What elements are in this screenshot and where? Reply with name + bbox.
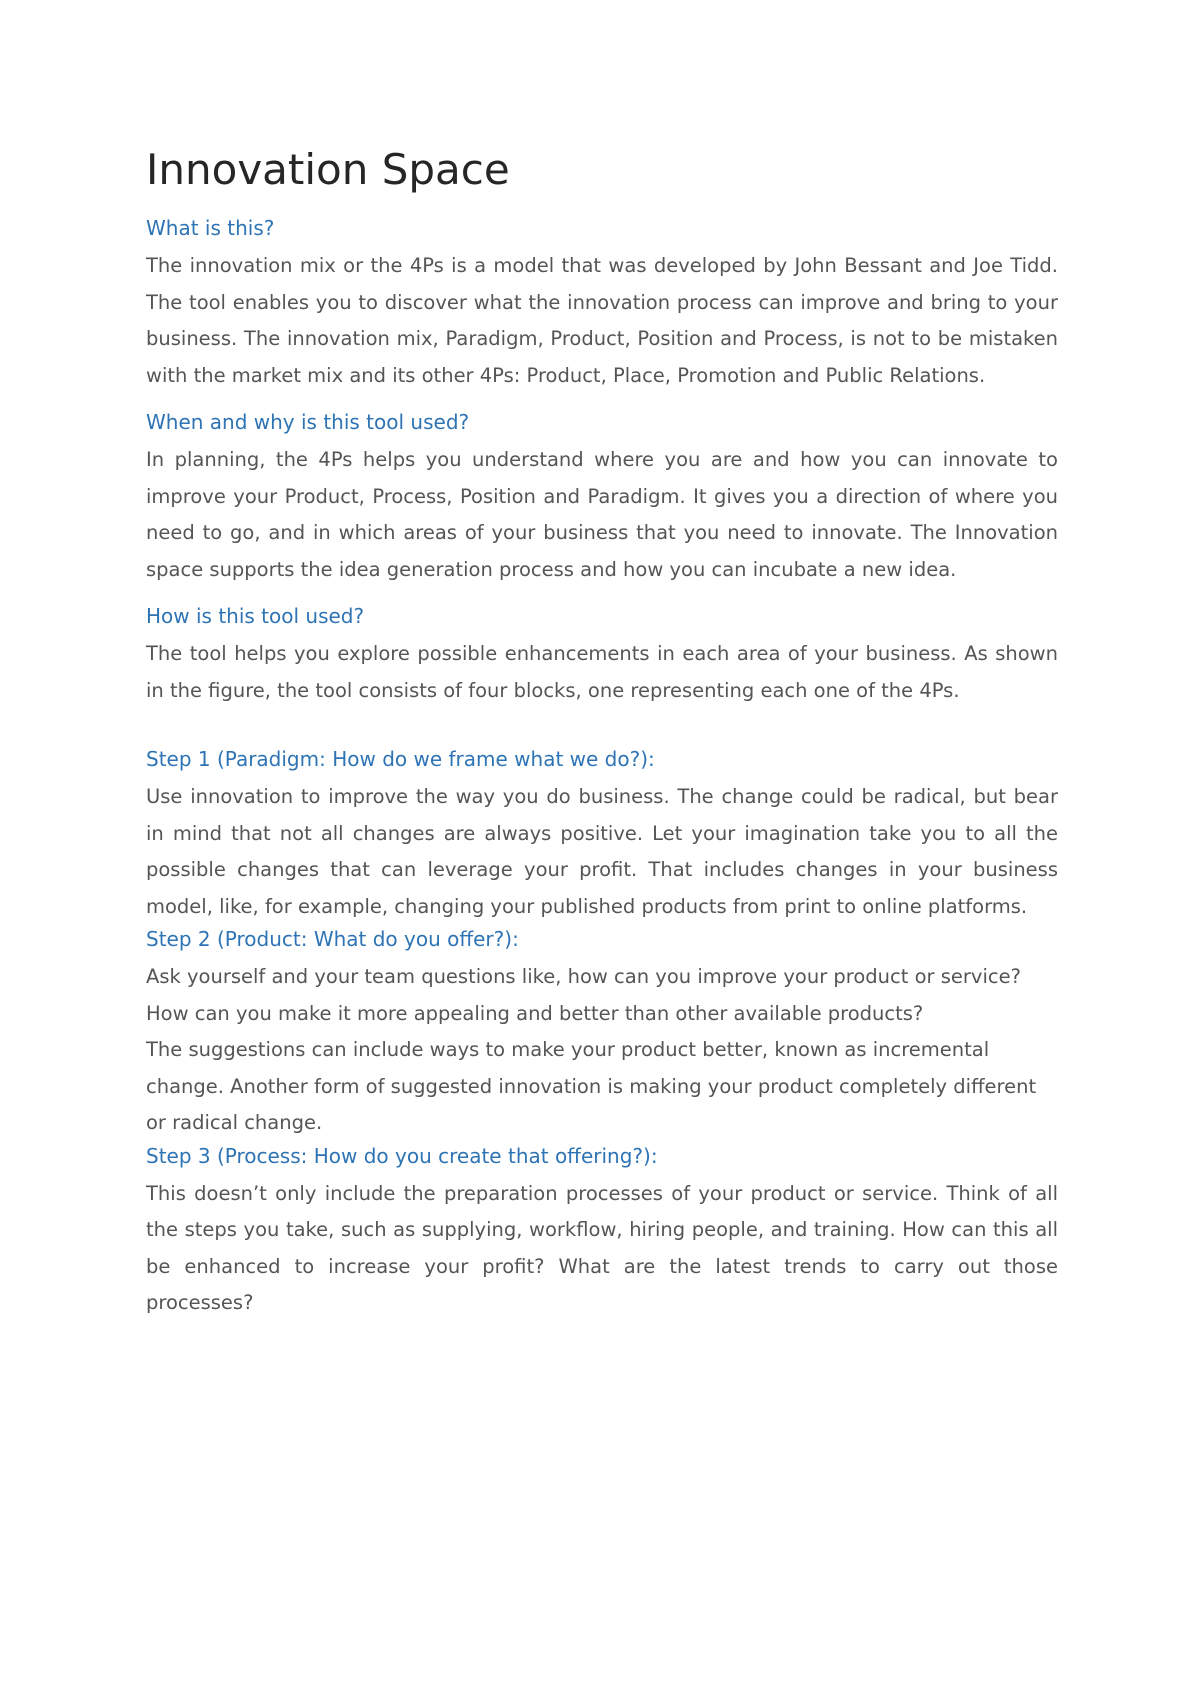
document-content (146, 140, 1058, 1322)
section-heading-what: What is this? (146, 216, 275, 240)
step-2-heading: Step 2 (Product: What do you offer?): (146, 927, 519, 951)
step-1-heading: Step 1 (Paradigm: How do we frame what we do?): (146, 747, 655, 771)
section-heading-when-why: When and why is this tool used? (146, 410, 470, 434)
section-body-what: The innovation mix or the 4Ps is a model that was developed by John Bessant and Joe Tidd. The tool enables you to discover what the innovation process can improve and bring to your business. The innovation mix, Paradigm, Product, Position and Process, is not to be mistaken with the market mix and its other 4Ps: Product, Place, Promotion and Public Relations. (146, 254, 1058, 387)
step-2-body-suggestions: The suggestions can include ways to make your product better, known as incremental change. Another form of suggested innovation is making your product completely different or radical change. (146, 1038, 1037, 1134)
step-1-body: Use innovation to improve the way you do business. The change could be radical, but bear in mind that not all changes are always positive. Let your imagination take you to all the possible changes that can leverage your profit. That includes changes in your business model, like, for example, changing your published products from print to online platforms. (146, 785, 1058, 918)
document-title: Innovation Space (146, 145, 510, 194)
step-3-heading: Step 3 (Process: How do you create that offering?): (146, 1143, 658, 1168)
step-3-body: This doesn’t only include the preparation processes of your product or service. Think of all the steps you take, such as supplying, workflow, hiring people, and training. How can this all be enhanced to increase your profit? What are the latest trends to carry out those processes? (146, 1181, 1058, 1314)
step-2-body-questions: Ask yourself and your team questions like, how can you improve your product or service? How can you make it more appealing and better than other available products? (146, 965, 1021, 1025)
section-heading-how: How is this tool used? (146, 604, 365, 628)
section-body-when-why: In planning, the 4Ps helps you understand where you are and how you can innovate to improve your Product, Process, Position and Paradigm. It gives you a direction of where you need to go, and in which areas of your business that you need to innovate. The Innovation space supports the idea generation process and how you can incubate a new idea. (146, 448, 1058, 581)
section-body-how: The tool helps you explore possible enhancements in each area of your business. As shown in the figure, the tool consists of four blocks, one representing each one of the 4Ps. (146, 642, 1058, 702)
